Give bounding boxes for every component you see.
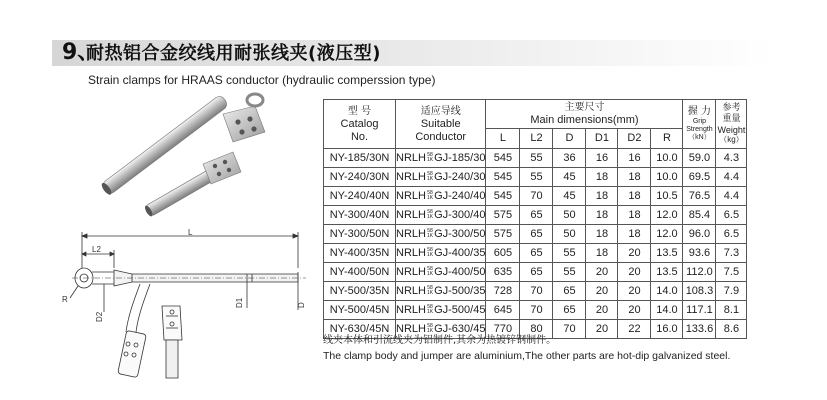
cell-D: 36 bbox=[553, 149, 586, 168]
cell-weight: 7.3 bbox=[716, 244, 747, 263]
cell-conductor: NRLH 58 1K GJ-185/30 bbox=[396, 149, 486, 168]
cell-conductor: NRLH 58 1K GJ-500/35 bbox=[396, 282, 486, 301]
cell-grip: 69.5 bbox=[683, 168, 716, 187]
cell-conductor: NRLH 58 1K GJ-240/40 bbox=[396, 187, 486, 206]
cell-L: 545 bbox=[486, 187, 520, 206]
cell-R: 16.0 bbox=[651, 320, 683, 339]
cell-weight: 8.6 bbox=[716, 320, 747, 339]
cell-conductor: NRLH 58 1K GJ-500/45 bbox=[396, 301, 486, 320]
section-title: 耐热铝合金绞线用耐张线夹(液压型) bbox=[86, 43, 381, 64]
cell-conductor: NRLH 58 1K GJ-630/45 bbox=[396, 320, 486, 339]
cell-R: 10.0 bbox=[651, 168, 683, 187]
header-catalog: 型 号 Catalog No. bbox=[324, 100, 396, 149]
dim-label-D2: D2 bbox=[95, 311, 104, 322]
cell-D1: 20 bbox=[586, 320, 618, 339]
cell-D: 50 bbox=[553, 206, 586, 225]
table-row bbox=[324, 225, 747, 244]
dim-label-L2: L2 bbox=[92, 245, 101, 254]
cell-catalog: NY-185/30N bbox=[324, 149, 396, 168]
cell-conductor: NRLH 58 1K GJ-300/50 bbox=[396, 225, 486, 244]
note-chinese: 线夹本体和引流线夹为铝制件,其余为热镀锌钢制件。 bbox=[323, 335, 557, 346]
cell-L: 728 bbox=[486, 282, 520, 301]
note-english: The clamp body and jumper are aluminium,The other parts are hot-dip galvanized steel. bbox=[323, 350, 731, 362]
cell-L2: 80 bbox=[520, 320, 553, 339]
cell-R: 13.5 bbox=[651, 263, 683, 282]
cell-D1: 18 bbox=[586, 187, 618, 206]
cell-D2: 20 bbox=[618, 263, 651, 282]
cell-D: 45 bbox=[553, 187, 586, 206]
cell-R: 10.5 bbox=[651, 187, 683, 206]
cell-D1: 16 bbox=[586, 149, 618, 168]
cell-catalog: NY-400/35N bbox=[324, 244, 396, 263]
table-row bbox=[324, 244, 747, 263]
table-row bbox=[324, 301, 747, 320]
table-row bbox=[324, 206, 747, 225]
cell-grip: 117.1 bbox=[683, 301, 716, 320]
cell-D2: 18 bbox=[618, 187, 651, 206]
cell-grip: 76.5 bbox=[683, 187, 716, 206]
cell-R: 12.0 bbox=[651, 206, 683, 225]
cell-D2: 16 bbox=[618, 149, 651, 168]
cell-L: 635 bbox=[486, 263, 520, 282]
clamp-eye-plate bbox=[223, 94, 265, 142]
cell-L: 545 bbox=[486, 149, 520, 168]
cell-weight: 4.3 bbox=[716, 149, 747, 168]
table-row bbox=[324, 263, 747, 282]
cell-catalog: NY-300/50N bbox=[324, 225, 396, 244]
cell-R: 14.0 bbox=[651, 282, 683, 301]
cell-L2: 70 bbox=[520, 301, 553, 320]
header-L: L bbox=[486, 129, 520, 149]
cell-grip: 93.6 bbox=[683, 244, 716, 263]
table-row bbox=[324, 187, 747, 206]
section-number: 9、 bbox=[62, 40, 100, 65]
product-photo bbox=[95, 92, 295, 222]
dim-label-L: L bbox=[188, 228, 193, 237]
cell-D2: 20 bbox=[618, 282, 651, 301]
cell-L2: 55 bbox=[520, 149, 553, 168]
technical-drawing bbox=[62, 228, 312, 388]
header-L2: L2 bbox=[520, 129, 553, 149]
cell-conductor: NRLH 58 1K GJ-240/30 bbox=[396, 168, 486, 187]
cell-D1: 20 bbox=[586, 263, 618, 282]
cell-L2: 55 bbox=[520, 168, 553, 187]
cell-L: 645 bbox=[486, 301, 520, 320]
header-D1: D1 bbox=[586, 129, 618, 149]
cell-conductor: NRLH 58 1K GJ-400/50 bbox=[396, 263, 486, 282]
header-D2: D2 bbox=[618, 129, 651, 149]
cell-D1: 20 bbox=[586, 301, 618, 320]
header-conductor: 适应导线 Suitable Conductor bbox=[396, 100, 486, 149]
cell-D2: 18 bbox=[618, 206, 651, 225]
header-R: R bbox=[651, 129, 683, 149]
header-main-dimensions: 主要尺寸 Main dimensions(mm) bbox=[486, 100, 683, 129]
cell-catalog: NY-300/40N bbox=[324, 206, 396, 225]
cell-catalog: NY-400/50N bbox=[324, 263, 396, 282]
cell-D: 65 bbox=[553, 282, 586, 301]
cell-conductor: NRLH 58 1K GJ-300/40 bbox=[396, 206, 486, 225]
dim-label-R: R bbox=[62, 295, 68, 304]
cell-L2: 65 bbox=[520, 244, 553, 263]
cell-conductor: NRLH 58 1K GJ-400/35 bbox=[396, 244, 486, 263]
cell-L2: 65 bbox=[520, 263, 553, 282]
cell-D: 55 bbox=[553, 263, 586, 282]
cell-grip: 96.0 bbox=[683, 225, 716, 244]
cell-L: 605 bbox=[486, 244, 520, 263]
cell-D: 50 bbox=[553, 225, 586, 244]
cell-L: 545 bbox=[486, 168, 520, 187]
cell-R: 12.0 bbox=[651, 225, 683, 244]
dim-label-D: D bbox=[297, 302, 306, 308]
table-row bbox=[324, 282, 747, 301]
cell-catalog: NY-240/40N bbox=[324, 187, 396, 206]
cell-L2: 65 bbox=[520, 225, 553, 244]
cell-D1: 18 bbox=[586, 244, 618, 263]
cell-D: 65 bbox=[553, 301, 586, 320]
cell-D2: 20 bbox=[618, 301, 651, 320]
cell-D: 55 bbox=[553, 244, 586, 263]
cell-R: 10.0 bbox=[651, 149, 683, 168]
cell-grip: 112.0 bbox=[683, 263, 716, 282]
header-D: D bbox=[553, 129, 586, 149]
cell-weight: 6.5 bbox=[716, 206, 747, 225]
cell-weight: 6.5 bbox=[716, 225, 747, 244]
cell-D: 70 bbox=[553, 320, 586, 339]
dim-label-D1: D1 bbox=[235, 297, 244, 308]
cell-R: 14.0 bbox=[651, 301, 683, 320]
section-subtitle: Strain clamps for HRAAS conductor (hydraulic comperssion type) bbox=[88, 73, 436, 87]
cell-catalog: NY-500/45N bbox=[324, 301, 396, 320]
cell-D: 45 bbox=[553, 168, 586, 187]
cell-weight: 7.9 bbox=[716, 282, 747, 301]
cell-L2: 70 bbox=[520, 282, 553, 301]
cell-D1: 18 bbox=[586, 168, 618, 187]
cell-catalog: NY-500/35N bbox=[324, 282, 396, 301]
cell-grip: 85.4 bbox=[683, 206, 716, 225]
cell-D2: 18 bbox=[618, 168, 651, 187]
cell-grip: 59.0 bbox=[683, 149, 716, 168]
cell-weight: 8.1 bbox=[716, 301, 747, 320]
cell-L: 575 bbox=[486, 225, 520, 244]
cell-grip: 108.3 bbox=[683, 282, 716, 301]
table-row bbox=[324, 168, 747, 187]
cell-L: 575 bbox=[486, 206, 520, 225]
cell-catalog: NY-240/30N bbox=[324, 168, 396, 187]
cell-L2: 70 bbox=[520, 187, 553, 206]
cell-D2: 20 bbox=[618, 244, 651, 263]
cell-weight: 4.4 bbox=[716, 168, 747, 187]
cell-R: 13.5 bbox=[651, 244, 683, 263]
cell-weight: 4.4 bbox=[716, 187, 747, 206]
cell-D1: 18 bbox=[586, 225, 618, 244]
cell-D1: 18 bbox=[586, 206, 618, 225]
cell-weight: 7.5 bbox=[716, 263, 747, 282]
cell-D2: 18 bbox=[618, 225, 651, 244]
header-grip: 握 力 Grip Strength （kN） bbox=[683, 100, 716, 149]
cell-L: 770 bbox=[486, 320, 520, 339]
cell-L2: 65 bbox=[520, 206, 553, 225]
table-row bbox=[324, 149, 747, 168]
cell-D1: 20 bbox=[586, 282, 618, 301]
cell-D2: 22 bbox=[618, 320, 651, 339]
cell-grip: 133.6 bbox=[683, 320, 716, 339]
cell-catalog: NY-630/45N bbox=[324, 320, 396, 339]
spec-table bbox=[323, 99, 747, 339]
header-weight: 参考 重量 Weight （kg） bbox=[716, 100, 747, 149]
